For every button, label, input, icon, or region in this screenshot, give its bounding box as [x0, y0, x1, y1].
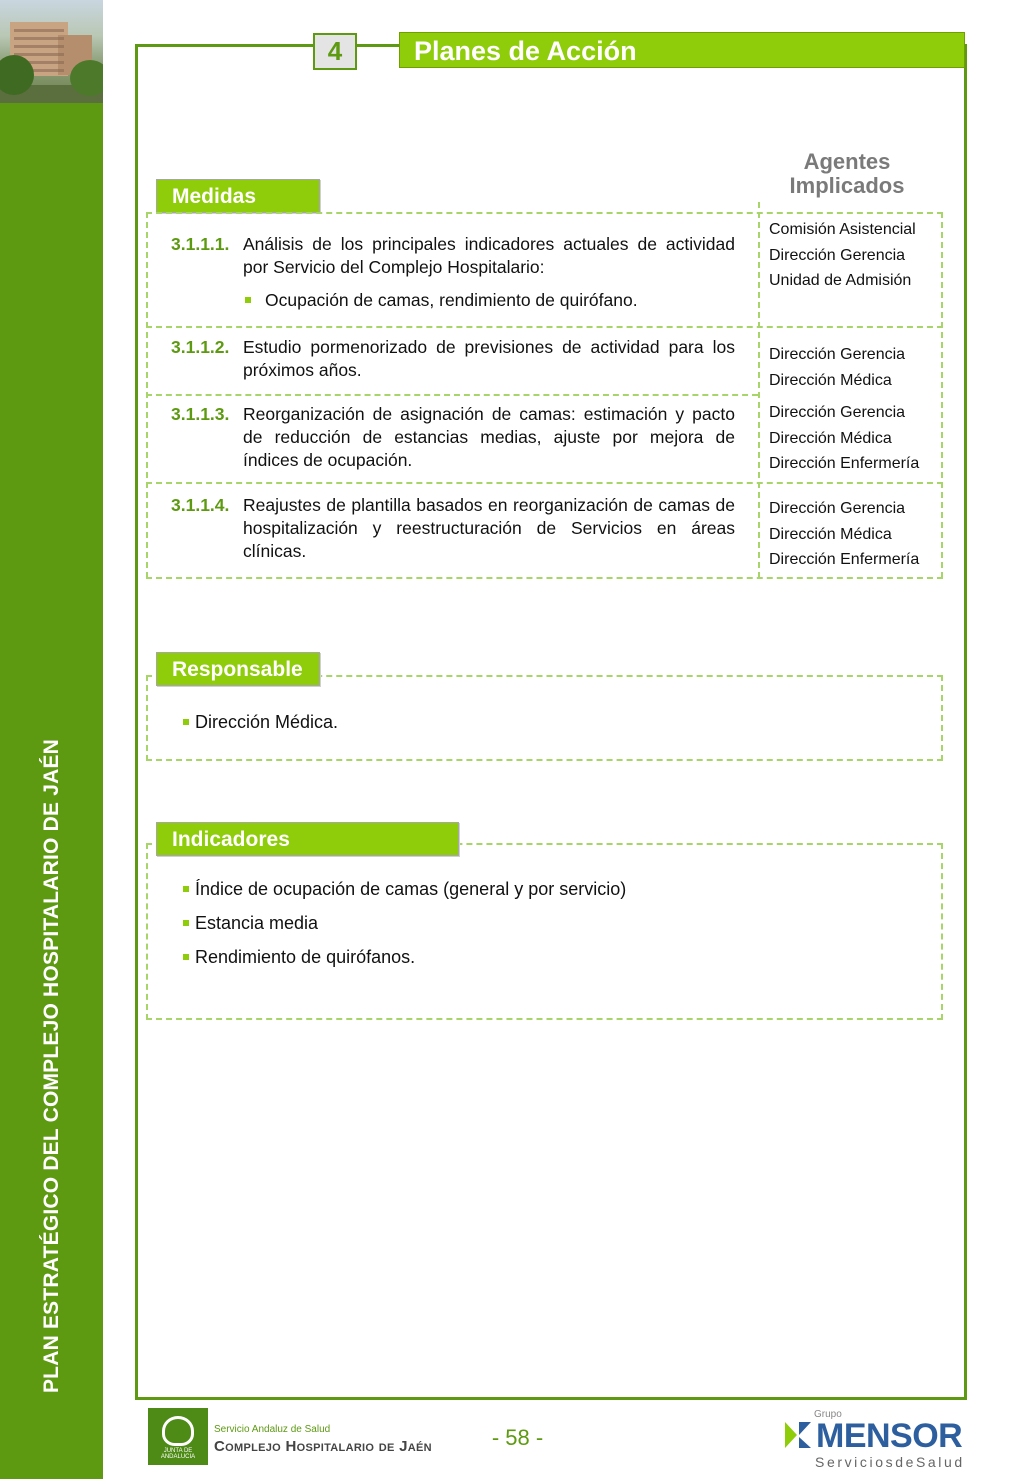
medida-number: 3.1.1.1. — [171, 234, 230, 254]
agents-column-border — [758, 202, 760, 578]
mensor-subtitle: ServiciosdeSalud — [815, 1454, 965, 1470]
agent: Dirección Gerencia — [769, 346, 906, 363]
agents-heading: Agentes Implicados — [789, 149, 905, 198]
divider-1 — [146, 326, 943, 328]
grupo-text: Grupo — [814, 1409, 842, 1420]
agent: Dirección Gerencia — [769, 500, 906, 517]
bullet-square-icon — [245, 297, 251, 303]
medida-bullet: Ocupación de camas, rendimiento de quirófano. — [243, 289, 735, 312]
medidas-left-border — [146, 212, 148, 578]
responsable-list — [183, 711, 338, 745]
sas-text: Servicio Andaluz de Salud — [214, 1424, 331, 1435]
hospital-name: Complejo Hospitalario de Jaén — [214, 1438, 432, 1455]
junta-andalucia-logo: JUNTA DE ANDALUCIA — [148, 1408, 208, 1465]
sidebar-title: PLAN ESTRATÉGICO DEL COMPLEJO HOSPITALARIO DE JAÉN — [40, 738, 63, 1394]
hospital-photo — [0, 0, 103, 103]
agent: Dirección Médica — [769, 371, 892, 389]
medida-item — [171, 233, 735, 312]
agent: Unidad de Admisión — [769, 272, 912, 289]
medida-item — [171, 403, 735, 472]
agents-list — [769, 496, 919, 573]
mensor-brand: MENSOR — [816, 1417, 963, 1455]
mensor-logo-icon — [783, 1418, 813, 1452]
page-title: Planes de Acción — [399, 32, 965, 68]
medidas-label: Medidas — [156, 179, 320, 213]
agent: Dirección Enfermería — [769, 551, 920, 568]
agent: Dirección Gerencia — [769, 404, 906, 421]
bullet-square-icon — [183, 886, 189, 892]
responsable-label: Responsable — [156, 652, 320, 686]
medida-item — [171, 336, 735, 382]
page-number: - 58 - — [491, 1425, 544, 1450]
agent: Dirección Médica — [769, 429, 892, 447]
medidas-top-border — [146, 212, 943, 214]
bullet-square-icon — [183, 719, 189, 725]
list-item: Dirección Médica. — [183, 711, 338, 745]
medida-text: Reajustes de plantilla basados en reorganización de camas de hospitalización y reestructuración de Servicios en áreas clínicas. — [243, 495, 735, 561]
medidas-bottom-border — [146, 577, 943, 579]
bullet-square-icon — [183, 920, 189, 926]
medidas-right-border — [941, 212, 943, 578]
medida-number: 3.1.1.3. — [171, 404, 230, 424]
medida-item — [171, 494, 735, 563]
list-item: Estancia media — [183, 912, 626, 946]
agents-list — [769, 217, 916, 294]
indicadores-label: Indicadores — [156, 822, 459, 856]
section-number: 4 — [313, 33, 357, 70]
bullet-square-icon — [183, 954, 189, 960]
agents-list — [769, 342, 905, 393]
agent: Dirección Médica — [769, 525, 892, 543]
agent: Comisión Asistencial — [769, 221, 916, 238]
list-item: Rendimiento de quirófanos. — [183, 946, 626, 980]
agent: Dirección Enfermería — [769, 455, 920, 472]
agents-list — [769, 400, 919, 477]
medida-text: Estudio pormenorizado de previsiones de actividad para los próximos años. — [243, 337, 735, 380]
medida-number: 3.1.1.2. — [171, 337, 230, 357]
agent: Dirección Gerencia — [769, 246, 906, 264]
divider-3 — [146, 482, 943, 484]
medida-number: 3.1.1.4. — [171, 495, 230, 515]
list-item: Índice de ocupación de camas (general y por servicio) — [183, 878, 626, 912]
divider-2 — [146, 394, 758, 396]
indicadores-list — [183, 878, 626, 980]
medida-text: Análisis de los principales indicadores actuales de actividad por Servicio del Complejo Hospitalario: — [243, 234, 735, 277]
medida-text: Reorganización de asignación de camas: estimación y pacto de reducción de estancias medias, ajuste por mejora de índices de ocupación. — [243, 404, 735, 470]
